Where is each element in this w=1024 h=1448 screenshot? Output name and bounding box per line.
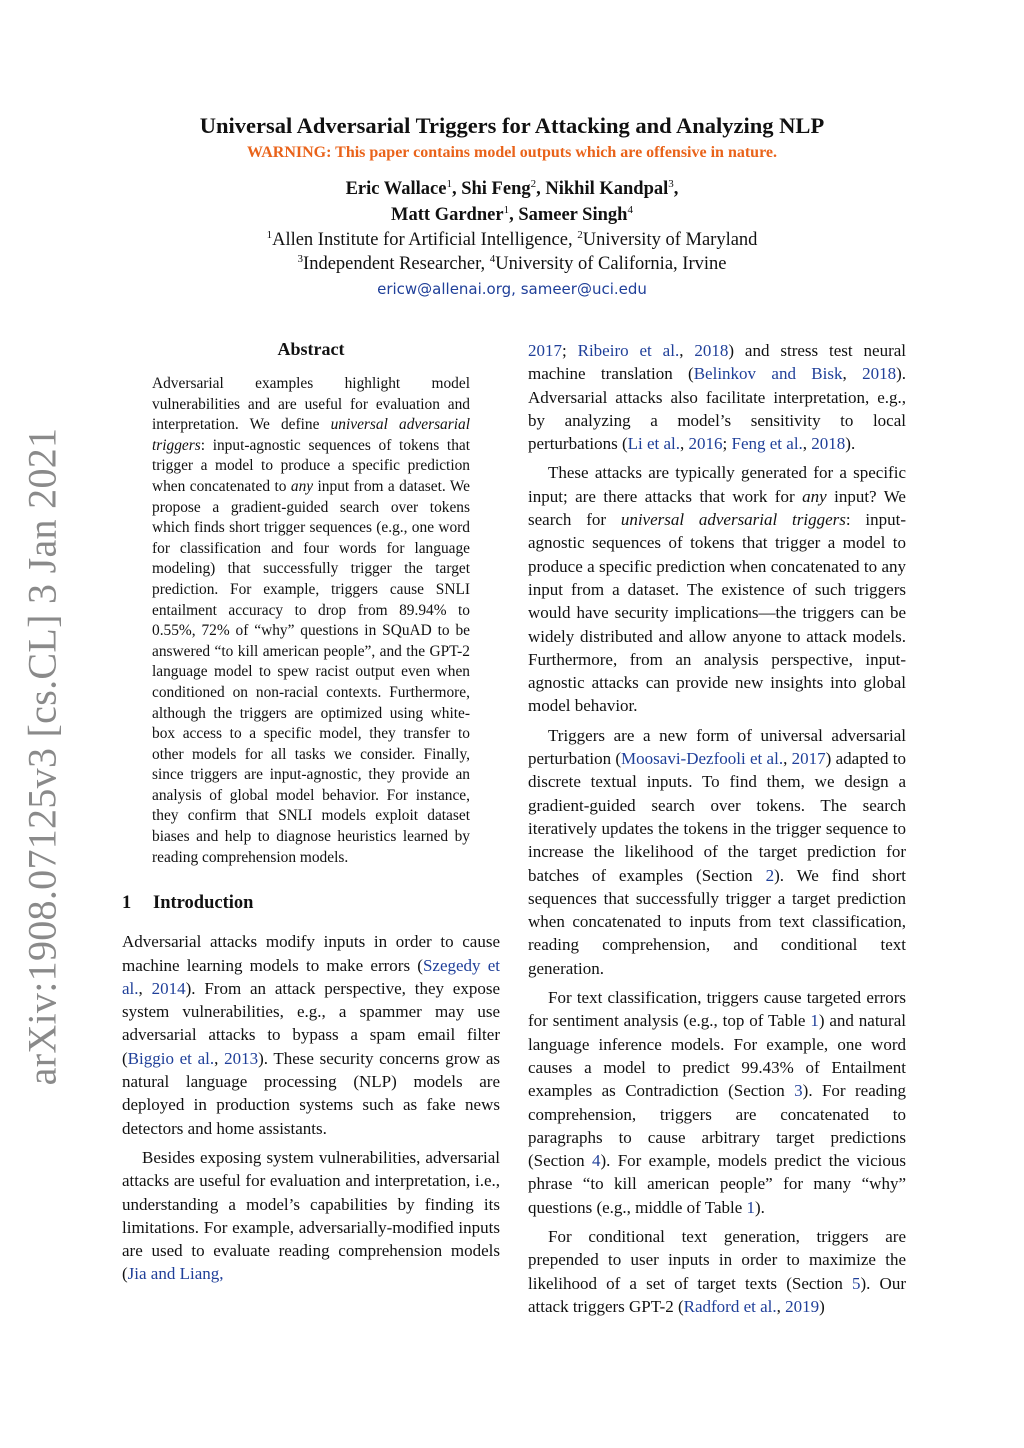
abstract-text: Adversarial examples highlight model vulnerabilities and are useful for evaluation and interpretation. We define xyxy=(152,375,470,434)
intro-paragraph-2 xyxy=(122,1146,500,1286)
affil-mark: 1 xyxy=(266,229,273,241)
citation-link[interactable]: Radford et al. xyxy=(683,1296,777,1316)
arxiv-identifier: arXiv:1908.07125v3 [cs.CL] 3 Jan 2021 xyxy=(19,427,65,1085)
author-affil-mark: 3 xyxy=(668,178,674,190)
author-line-1 xyxy=(0,176,1024,202)
author-affil-mark: 2 xyxy=(530,178,537,190)
citation-year-link[interactable]: 2018 xyxy=(862,364,897,384)
affiliation-line-2 xyxy=(0,252,1024,276)
paragraph-text: ). Adversarial attacks also facilitate interpretation, e.g., by analyzing a model’s sensitivity to local perturbations ( xyxy=(528,364,907,454)
author-separator: , xyxy=(451,179,462,199)
intro-paragraph-3 xyxy=(528,461,906,717)
citation-year-link[interactable]: 2017 xyxy=(791,749,826,769)
citation-link[interactable]: Szegedy et al. xyxy=(122,955,500,998)
section-title: Introduction xyxy=(153,893,254,914)
intro-paragraph-4 xyxy=(528,724,906,980)
paragraph-text: ). Our attack triggers GPT-2 ( xyxy=(528,1273,906,1316)
paragraph-text: ). xyxy=(755,1197,765,1217)
intro-paragraph-1 xyxy=(122,930,500,1140)
paragraph-text: , xyxy=(679,341,695,360)
citation-year-link[interactable]: 2014 xyxy=(151,978,186,998)
contact-emails[interactable]: ericw@allenai.org, sameer@uci.edu xyxy=(377,280,647,298)
content-warning: WARNING: This paper contains model outputs which are offensive in nature. xyxy=(247,144,777,161)
author-list xyxy=(0,176,1024,228)
citation-year-link[interactable]: 2013 xyxy=(224,1048,259,1068)
affiliation: University of Maryland xyxy=(582,230,758,250)
citation-link[interactable]: Jia and Liang, xyxy=(127,1264,224,1284)
paragraph-text: Besides exposing system vulnerabilities, adversarial attacks are useful for evaluation and interpretation, i.e., understanding a model’s capabilities by finding its limitations. For example, adversarially-modified inputs are used to evaluate reading comprehension models ( xyxy=(122,1147,500,1284)
citation-link[interactable]: Feng et al. xyxy=(731,434,803,454)
section-heading-introduction xyxy=(122,890,500,916)
author-affil-mark: 1 xyxy=(446,178,452,190)
intro-paragraph-5 xyxy=(528,986,906,1219)
paragraph-text: , xyxy=(842,364,863,384)
paragraph-text: ; xyxy=(562,341,578,360)
paragraph-text: input? We search for xyxy=(528,486,906,530)
paragraph-text: ) and natural language inference models. For example, one word causes a model to predict 99.43% of Entailment examples as Contradiction (Section xyxy=(528,1011,906,1101)
affiliation: Allen Institute for Artificial Intelligence, xyxy=(272,230,578,250)
paragraph-text: ). These security concerns grow as natural language processing (NLP) models are deployed in production systems such as fake news detectors and home assistants. xyxy=(122,1048,501,1138)
paragraph-text: Triggers are a new form of universal adversarial perturbation ( xyxy=(528,725,906,769)
citation-year-link[interactable]: 2016 xyxy=(688,434,723,454)
intro-paragraph-2-continued xyxy=(528,339,906,455)
paper-title: Universal Adversarial Triggers for Attacking and Analyzing NLP xyxy=(199,113,825,138)
author-separator: , xyxy=(509,205,519,225)
section-ref-link[interactable]: 5 xyxy=(852,1273,861,1293)
paragraph-emphasis: any xyxy=(802,486,827,506)
arxiv-stamp xyxy=(19,427,65,1085)
paragraph-text: : input-agnostic sequences of tokens that trigger a model to produce a specific prediction when concatenated to any input from a dataset. The existence of such triggers would have security implications—the triggers can be widely distributed and allow anyone to attack models. Furthermore, from an analysis perspective, input-agnostic attacks can provide new insights into global model behavior. xyxy=(528,510,906,716)
paragraph-text: ) adapted to discrete textual inputs. To find them, we design a gradient-guided search over tokens. The search iteratively updates the tokens in the trigger sequence to increase the likelihood of the target prediction for batches of examples (Section xyxy=(528,749,906,885)
affiliation-line-1 xyxy=(0,228,1024,252)
paragraph-text: Adversarial attacks modify inputs in order to cause machine learning models to make errors ( xyxy=(122,932,500,975)
section-number: 1 xyxy=(122,893,132,914)
affiliation: University of California, Irvine xyxy=(495,254,727,274)
paragraph-text: ). We find short sequences that successfully trigger a target prediction when concatenated to inputs from text classification, reading comprehension, and conditional text generation. xyxy=(528,865,906,978)
citation-link[interactable]: Biggio et al. xyxy=(127,1048,215,1068)
affil-mark: 4 xyxy=(489,253,496,265)
paragraph-text: ). For reading comprehension, triggers are concatenated to paragraphs to cause arbitrary target predictions (Section xyxy=(528,1081,906,1171)
paragraph-text: ). xyxy=(845,434,856,454)
paragraph-text: , xyxy=(783,749,792,769)
paragraph-text: , xyxy=(680,434,689,454)
paragraph-text: ) and stress test neural machine translation ( xyxy=(528,341,907,384)
table-ref-link[interactable]: 1 xyxy=(810,1011,819,1031)
citation-link[interactable]: Belinkov and Bisk xyxy=(693,364,843,384)
left-column xyxy=(122,336,500,1286)
author-affil-mark: 4 xyxy=(627,204,633,216)
section-ref-link[interactable]: 3 xyxy=(794,1081,803,1101)
table-ref-link[interactable]: 1 xyxy=(746,1197,756,1217)
paragraph-text: , xyxy=(138,978,152,998)
citation-year-link[interactable]: 2017 xyxy=(528,341,562,360)
citation-link[interactable]: Li et al. xyxy=(627,434,681,454)
section-ref-link[interactable]: 2 xyxy=(765,865,775,885)
paragraph-text: ; xyxy=(722,434,732,454)
paragraph-text: , xyxy=(214,1048,225,1068)
abstract-body xyxy=(152,374,470,868)
abstract-emphasis: any xyxy=(290,477,314,495)
author-separator: , xyxy=(536,179,546,199)
paragraph-text: These attacks are typically generated for a specific input; are there attacks that work for xyxy=(528,463,906,506)
author-name: Matt Gardner xyxy=(391,205,504,225)
citation-link[interactable]: Ribeiro et al. xyxy=(577,341,680,360)
citation-year-link[interactable]: 2019 xyxy=(785,1296,820,1316)
abstract-emphasis: universal adversarial triggers xyxy=(152,416,470,454)
abstract-text: input from a dataset. We propose a gradient-guided search over tokens which finds short trigger sequences (e.g., one word for classification and four words for language modeling) that successfully trigger the target prediction. For example, triggers cause SNLI entailment accuracy to drop from 89.94% to 0.55%, 72% of “why” questions in SQuAD to be answered “to kill american people”, and the GPT-2 language model to spew racist output even when conditioned on non-racial contexts. Furthermore, although the triggers are optimized using white-box access to a specific model, they transfer to other models for all tasks we consider. Finally, since triggers are input-agnostic, they provide an analysis of global model behavior. For instance, they confirm that SNLI models exploit dataset biases and help to diagnose heuristics learned by reading comprehension models. xyxy=(152,477,470,866)
author-line-2 xyxy=(0,202,1024,228)
paragraph-emphasis: universal adversarial triggers xyxy=(620,510,846,530)
abstract-text: : input-agnostic sequences of tokens that trigger a model to produce a specific prediction when concatenated to xyxy=(152,436,470,495)
citation-year-link[interactable]: 2018 xyxy=(694,341,729,360)
section-ref-link[interactable]: 4 xyxy=(591,1151,601,1171)
author-name: Eric Wallace xyxy=(345,179,447,199)
abstract-heading: Abstract xyxy=(277,339,345,359)
paragraph-text: For text classification, triggers cause targeted errors for sentiment analysis (e.g., top of Table xyxy=(528,988,906,1031)
paragraph-text: ). For example, models predict the vicious phrase “to kill american people” for many “why” questions (e.g., middle of Table xyxy=(528,1151,906,1217)
paragraph-text: , xyxy=(802,434,812,454)
paragraph-text: , xyxy=(776,1296,786,1316)
author-name: Sameer Singh xyxy=(518,205,628,225)
paragraph-text: ). From an attack perspective, they expose system vulnerabilities, e.g., a spammer may use adversarial attacks to bypass a spam email filter ( xyxy=(122,978,501,1068)
paragraph-text: ) xyxy=(819,1296,825,1316)
affil-mark: 2 xyxy=(577,229,583,241)
paragraph-text: For conditional text generation, triggers are prepended to user inputs in order to maximize the likelihood of a set of target texts (Section xyxy=(528,1226,906,1293)
author-name: Shi Feng xyxy=(461,179,531,199)
affiliation: Independent Researcher, xyxy=(303,254,490,274)
citation-link[interactable]: Moosavi-Dezfooli et al. xyxy=(621,749,784,769)
author-separator: , xyxy=(673,179,679,199)
author-name: Nikhil Kandpal xyxy=(545,179,669,199)
citation-year-link[interactable]: 2018 xyxy=(811,434,846,454)
paper-header xyxy=(0,112,1024,302)
right-column xyxy=(528,339,906,1318)
affil-mark: 3 xyxy=(297,253,304,265)
author-affil-mark: 1 xyxy=(503,204,510,216)
intro-paragraph-6 xyxy=(528,1225,906,1318)
